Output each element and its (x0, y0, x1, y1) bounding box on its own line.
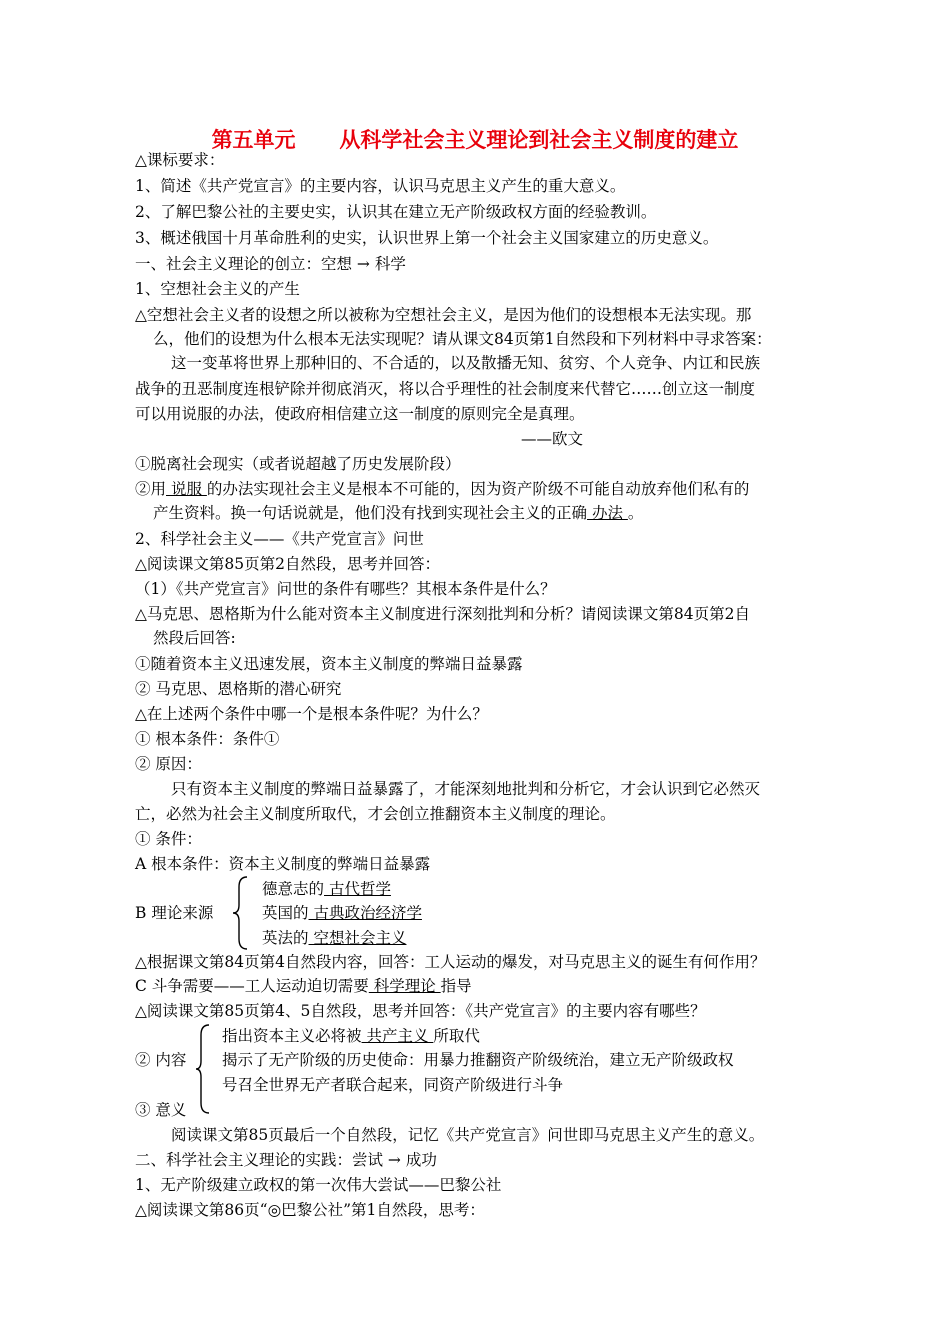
condition-2: ② 马克思、恩格斯的潜心研究 (135, 680, 342, 698)
condition-1: ①随着资本主义迅速发展，资本主义制度的弊端日益暴露 (135, 655, 523, 673)
content-brace (194, 1023, 212, 1115)
condition-c-prefix: C 斗争需要——工人运动迫切需要 (135, 977, 369, 995)
content-point-1-end: 所取代 (433, 1027, 480, 1045)
content-point-1-prefix: 指出资本主义必将被 (222, 1027, 362, 1045)
conditions-label: ① 条件： (135, 830, 202, 848)
answer-2-rest: 的办法实现社会主义是根本不可能的，因为资产阶级不可能自动放弃他们私有的 (206, 480, 750, 498)
source-german-blank: 古代哲学 (324, 880, 391, 898)
question-workers-movement: △根据课文第84页第4自然段内容，回答：工人运动的爆发，对马克思主义的诞生有何作用？ (135, 953, 766, 971)
theory-sources-brace (231, 875, 251, 951)
source-anglo-french (262, 928, 406, 948)
subsection-paris-commune: 1、无产阶级建立政权的第一次伟大尝试——巴黎公社 (135, 1176, 502, 1194)
answer-2-line-2-end: 。 (627, 504, 644, 522)
significance-instruction: 阅读课文第85页最后一个自然段，记忆《共产党宣言》问世即马克思主义产生的意义。 (171, 1126, 765, 1144)
quote-author: ——欧文 (521, 430, 584, 448)
question-critique-line-1: △马克思、恩格斯为什么能对资本主义制度进行深刻批判和分析？请阅读课文第84页第2自 (135, 605, 751, 623)
quote-line-2: 战争的丑恶制度连根铲除并彻底消灭，将以合乎理性的社会制度来代替它……创立这一制度 (135, 380, 756, 398)
condition-b-label: B 理论来源 (135, 904, 214, 922)
subsection-2-heading: 2、科学社会主义——《共产党宣言》问世 (135, 530, 424, 548)
requirement-3: 3、概述俄国十月革命胜利的史实，认识世界上第一个社会主义国家建立的历史意义。 (135, 229, 719, 247)
content-point-2: 揭示了无产阶级的历史使命：用暴力推翻资产阶级统治，建立无产阶级政权 (222, 1051, 734, 1069)
significance-label: ③ 意义 (135, 1101, 187, 1119)
question-manifesto-content: △阅读课文第85页第4、5自然段，思考并回答：《共产党宣言》的主要内容有哪些？ (135, 1002, 706, 1020)
answer-2-blank-method: 办法 (587, 504, 628, 522)
answer-2-prefix: ②用 (135, 480, 167, 498)
question-utopian-1: △空想社会主义者的设想之所以被称为空想社会主义，是因为他们的设想根本无法实现。那 (135, 306, 752, 324)
question-utopian-2: 么，他们的设想为什么根本无法实现呢？请从课文84页第1自然段和下列材料中寻求答案： (153, 330, 772, 348)
content-point-1-blank: 共产主义 (361, 1027, 434, 1045)
content-point-3: 号召全世界无产者联合起来，同资产阶级进行斗争 (222, 1076, 564, 1094)
answer-2-line-1 (135, 479, 749, 499)
condition-c-blank: 科学理论 (368, 977, 441, 995)
condition-c (135, 976, 472, 996)
source-anglo-french-blank: 空想社会主义 (308, 929, 407, 947)
question-critique-line-2: 然段后回答: (153, 629, 236, 647)
source-german (262, 879, 391, 899)
instruction-read-85-2: △阅读课文第85页第2自然段，思考并回答： (135, 555, 441, 573)
source-english-blank: 古典政治经济学 (308, 904, 422, 922)
reason-label: ② 原因： (135, 755, 202, 773)
answer-2-blank-persuasion: 说服 (166, 480, 207, 498)
quote-line-3: 可以用说服的办法，使政府相信建立这一制度的原则完全是真理。 (135, 405, 585, 423)
answer-1: ①脱离社会现实（或者说超越了历史发展阶段） (135, 455, 461, 473)
page-title: 第五单元 从科学社会主义理论到社会主义制度的建立 (211, 128, 739, 152)
curriculum-heading: △课标要求： (135, 151, 225, 169)
answer-2-line-2 (153, 503, 643, 523)
section-2-heading: 二、科学社会主义理论的实践：尝试 → 成功 (135, 1151, 437, 1169)
source-german-label: 德意志的 (262, 880, 325, 898)
source-english-label: 英国的 (262, 904, 309, 922)
quote-line-1: 这一变革将世界上那种旧的、不合适的，以及散播无知、贫穷、个人竞争、内讧和民族 (171, 354, 761, 372)
section-1-heading: 一、社会主义理论的创立：空想 → 科学 (135, 255, 406, 273)
source-english (262, 903, 422, 923)
root-condition-answer: ① 根本条件：条件① (135, 730, 280, 748)
requirement-1: 1、简述《共产党宣言》的主要内容，认识马克思主义产生的重大意义。 (135, 177, 626, 195)
requirement-2: 2、了解巴黎公社的主要史实，认识其在建立无产阶级政权方面的经验教训。 (135, 203, 657, 221)
subsection-1-heading: 1、空想社会主义的产生 (135, 280, 300, 298)
answer-2-line-2-prefix: 产生资料。换一句话说就是，他们没有找到实现社会主义的正确 (153, 504, 588, 522)
condition-c-end: 指导 (440, 977, 472, 995)
instruction-read-86: △阅读课文第86页“◎巴黎公社”第1自然段，思考： (135, 1201, 485, 1219)
reason-line-1: 只有资本主义制度的弊端日益暴露了，才能深刻地批判和分析它，才会认识到它必然灭 (171, 780, 761, 798)
reason-line-2: 亡，必然为社会主义制度所取代，才会创立推翻资本主义制度的理论。 (135, 805, 616, 823)
source-anglo-french-label: 英法的 (262, 929, 309, 947)
content-label: ② 内容 (135, 1051, 187, 1069)
question-1: （1）《共产党宣言》问世的条件有哪些？其根本条件是什么？ (135, 580, 556, 598)
question-root-condition: △在上述两个条件中哪一个是根本条件呢？为什么？ (135, 705, 488, 723)
condition-a: A 根本条件：资本主义制度的弊端日益暴露 (135, 855, 431, 873)
content-point-1 (222, 1026, 480, 1046)
